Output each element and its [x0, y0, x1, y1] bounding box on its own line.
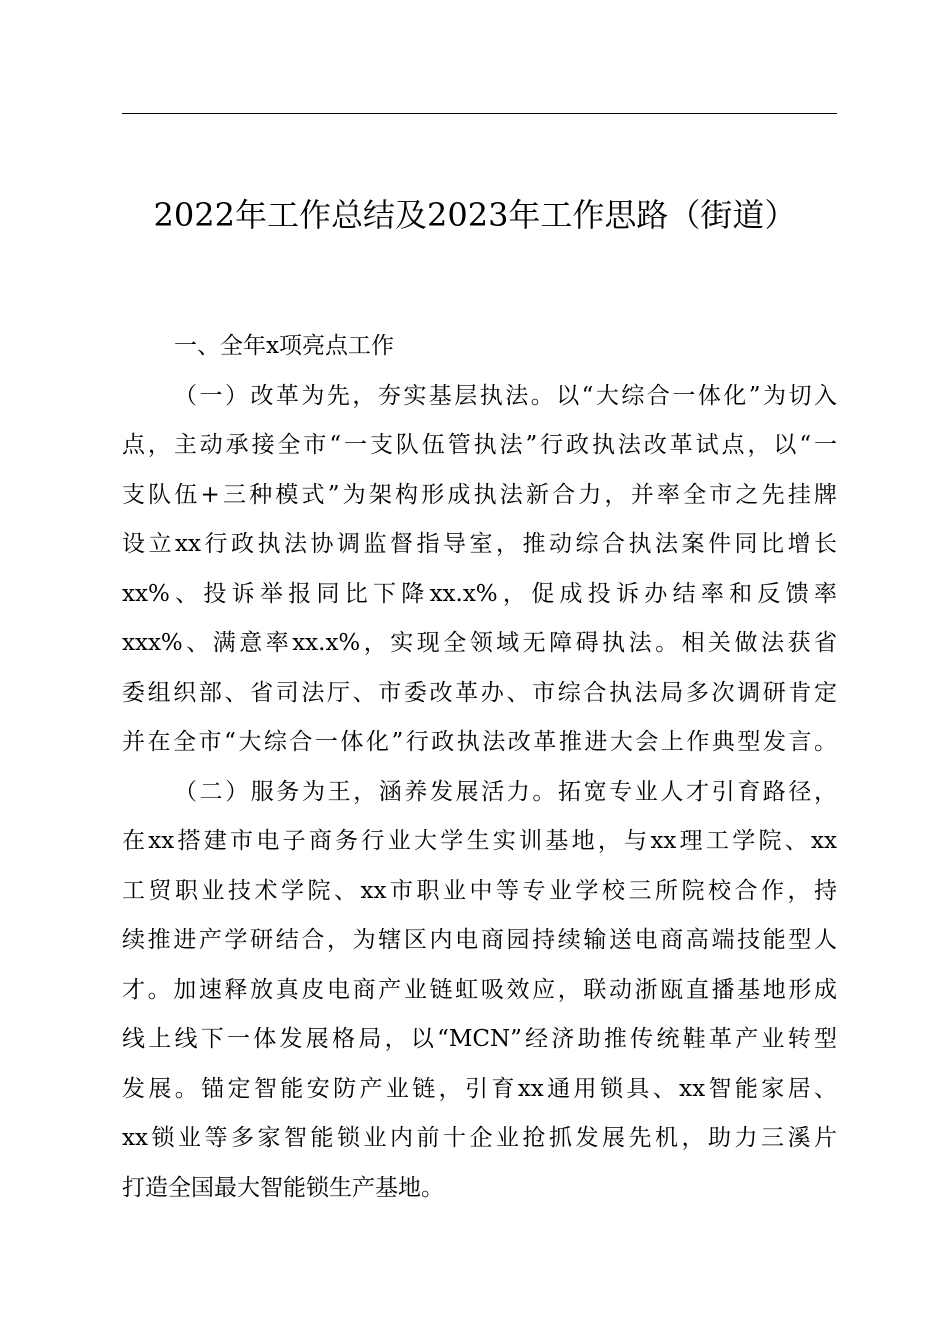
paragraph-line: 续推进产学研结合，为辖区内电商园持续输送电商高端技能型人 [122, 927, 837, 953]
paragraph-line: 打造全国最大智能锁生产基地。 [122, 1174, 444, 1201]
paragraph-line: 并在全市“大综合一体化”行政执法改革推进大会上作典型发言。 [122, 729, 837, 755]
section-heading: 一、全年x项亮点工作 [174, 333, 394, 359]
paragraph-reform [122, 372, 837, 768]
paragraph-line: 点，主动承接全市“一支队伍管执法”行政执法改革试点，以“一 [122, 432, 837, 458]
paragraph-line: 在xx搭建市电子商务行业大学生实训基地，与xx理工学院、xx [122, 828, 837, 854]
paragraph-line: xxx%、满意率xx.x%，实现全领域无障碍执法。相关做法获省 [122, 630, 837, 656]
paragraph-line: 工贸职业技术学院、xx市职业中等专业学校三所院校合作，持 [122, 877, 837, 904]
paragraph-line: 委组织部、省司法厅、市委改革办、市综合执法局多次调研肯定 [122, 679, 837, 706]
paragraph-line: 线上线下一体发展格局，以“MCN”经济助推传统鞋革产业转型 [122, 1026, 837, 1052]
paragraph-line: 支队伍+三种模式”为架构形成执法新合力，并率全市之先挂牌 [122, 481, 837, 508]
document-body [122, 322, 837, 1213]
paragraph-line: 设立xx行政执法协调监督指导室，推动综合执法案件同比增长 [122, 531, 837, 557]
paragraph-line: xx锁业等多家智能锁业内前十企业抢抓发展先机，助力三溪片 [122, 1125, 837, 1151]
document-title: 2022年工作总结及2023年工作思路（街道） [153, 196, 797, 234]
paragraph-line: （一）改革为先，夯实基层执法。以“大综合一体化”为切入 [174, 382, 837, 409]
paragraph-line: （二）服务为王，涵养发展活力。拓宽专业人才引育路径， [174, 778, 837, 805]
paragraph-service [122, 768, 837, 1214]
paragraph-line: xx%、投诉举报同比下降xx.x%，促成投诉办结率和反馈率 [122, 580, 837, 607]
header-rule [122, 113, 837, 114]
paragraph-line: 发展。锚定智能安防产业链，引育xx通用锁具、xx智能家居、 [122, 1075, 837, 1102]
paragraph-line: 才。加速释放真皮电商产业链虹吸效应，联动浙瓯直播基地形成 [122, 976, 837, 1003]
